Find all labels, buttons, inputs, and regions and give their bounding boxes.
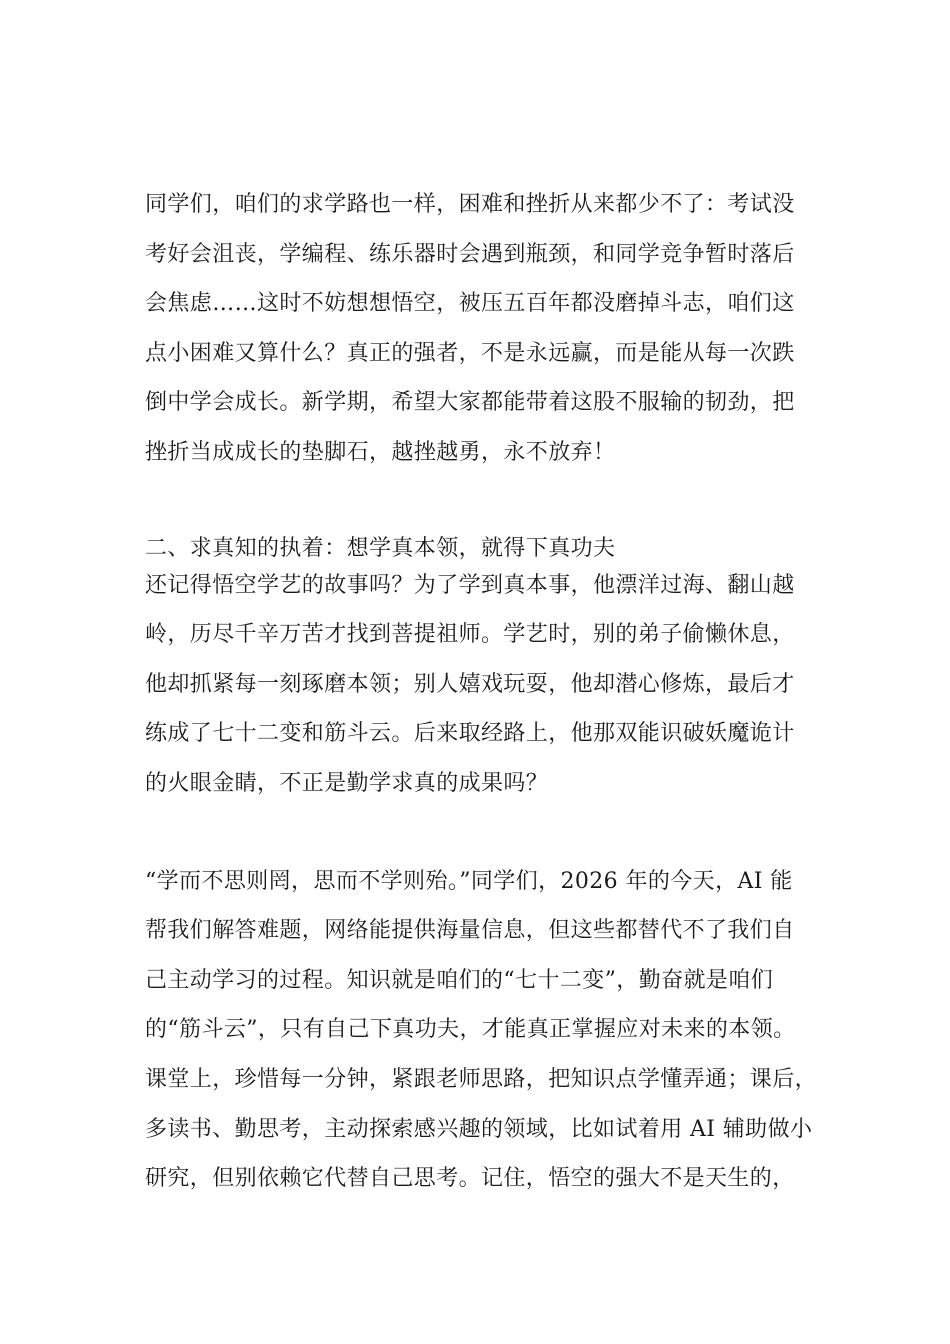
paragraph-spacer <box>145 809 835 857</box>
text-line: 还记得悟空学艺的故事吗？为了学到真本事，他漂洋过海、翻山越 <box>145 572 795 598</box>
text-line: 帮我们解答难题，网络能提供海量信息，但这些都替代不了我们自 <box>145 918 795 944</box>
text-line: 倒中学会成长。新学期，希望大家都能带着这股不服输的韧劲，把 <box>145 390 795 416</box>
paragraph-perseverance <box>145 180 835 478</box>
text-line: 考好会沮丧，学编程、练乐器时会遇到瓶颈，和同学竞争暂时落后 <box>145 241 795 267</box>
document-body <box>145 180 835 1204</box>
text-line: 他却抓紧每一刻琢磨本领；别人嬉戏玩耍，他却潜心修炼，最后才 <box>145 671 795 697</box>
section-heading: 二、求真知的执着：想学真本领，就得下真功夫 <box>145 535 616 561</box>
paragraph-learning-story <box>145 561 835 809</box>
text-line: 课堂上，珍惜每一分钟，紧跟老师思路，把知识点学懂弄通；课后， <box>145 1066 818 1092</box>
text-line: 岭，历尽千辛万苦才找到菩提祖师。学艺时，别的弟子偷懒休息， <box>145 622 795 648</box>
text-line: 研究，但别依赖它代替自己思考。记住，悟空的强大不是天生的， <box>145 1166 795 1192</box>
text-line: 的火眼金睛，不正是勤学求真的成果吗？ <box>145 770 549 796</box>
text-line: 会焦虑……这时不妨想想悟空，被压五百年都没磨掉斗志，咱们这 <box>145 291 795 317</box>
text-line: “学而不思则罔，思而不学则殆。”同学们，2026 年的今天，AI 能 <box>145 868 793 894</box>
text-line: 己主动学习的过程。知识就是咱们的“七十二变”，勤奋就是咱们 <box>145 967 774 993</box>
paragraph-spacer <box>145 478 835 536</box>
text-line: 多读书、勤思考，主动探索感兴趣的领域，比如试着用 AI 辅助做小 <box>145 1116 813 1142</box>
text-line: 练成了七十二变和筋斗云。后来取经路上，他那双能识破妖魔诡计 <box>145 721 795 747</box>
text-line: 的“筋斗云”，只有自己下真功夫，才能真正掌握应对未来的本领。 <box>145 1017 796 1043</box>
text-line: 点小困难又算什么？真正的强者，不是永远赢，而是能从每一次跌 <box>145 340 795 366</box>
text-line: 同学们，咱们的求学路也一样，困难和挫折从来都少不了：考试没 <box>145 192 795 217</box>
text-line: 挫折当成成长的垫脚石，越挫越勇，永不放弃！ <box>145 439 616 465</box>
paragraph-study-advice <box>145 857 835 1204</box>
